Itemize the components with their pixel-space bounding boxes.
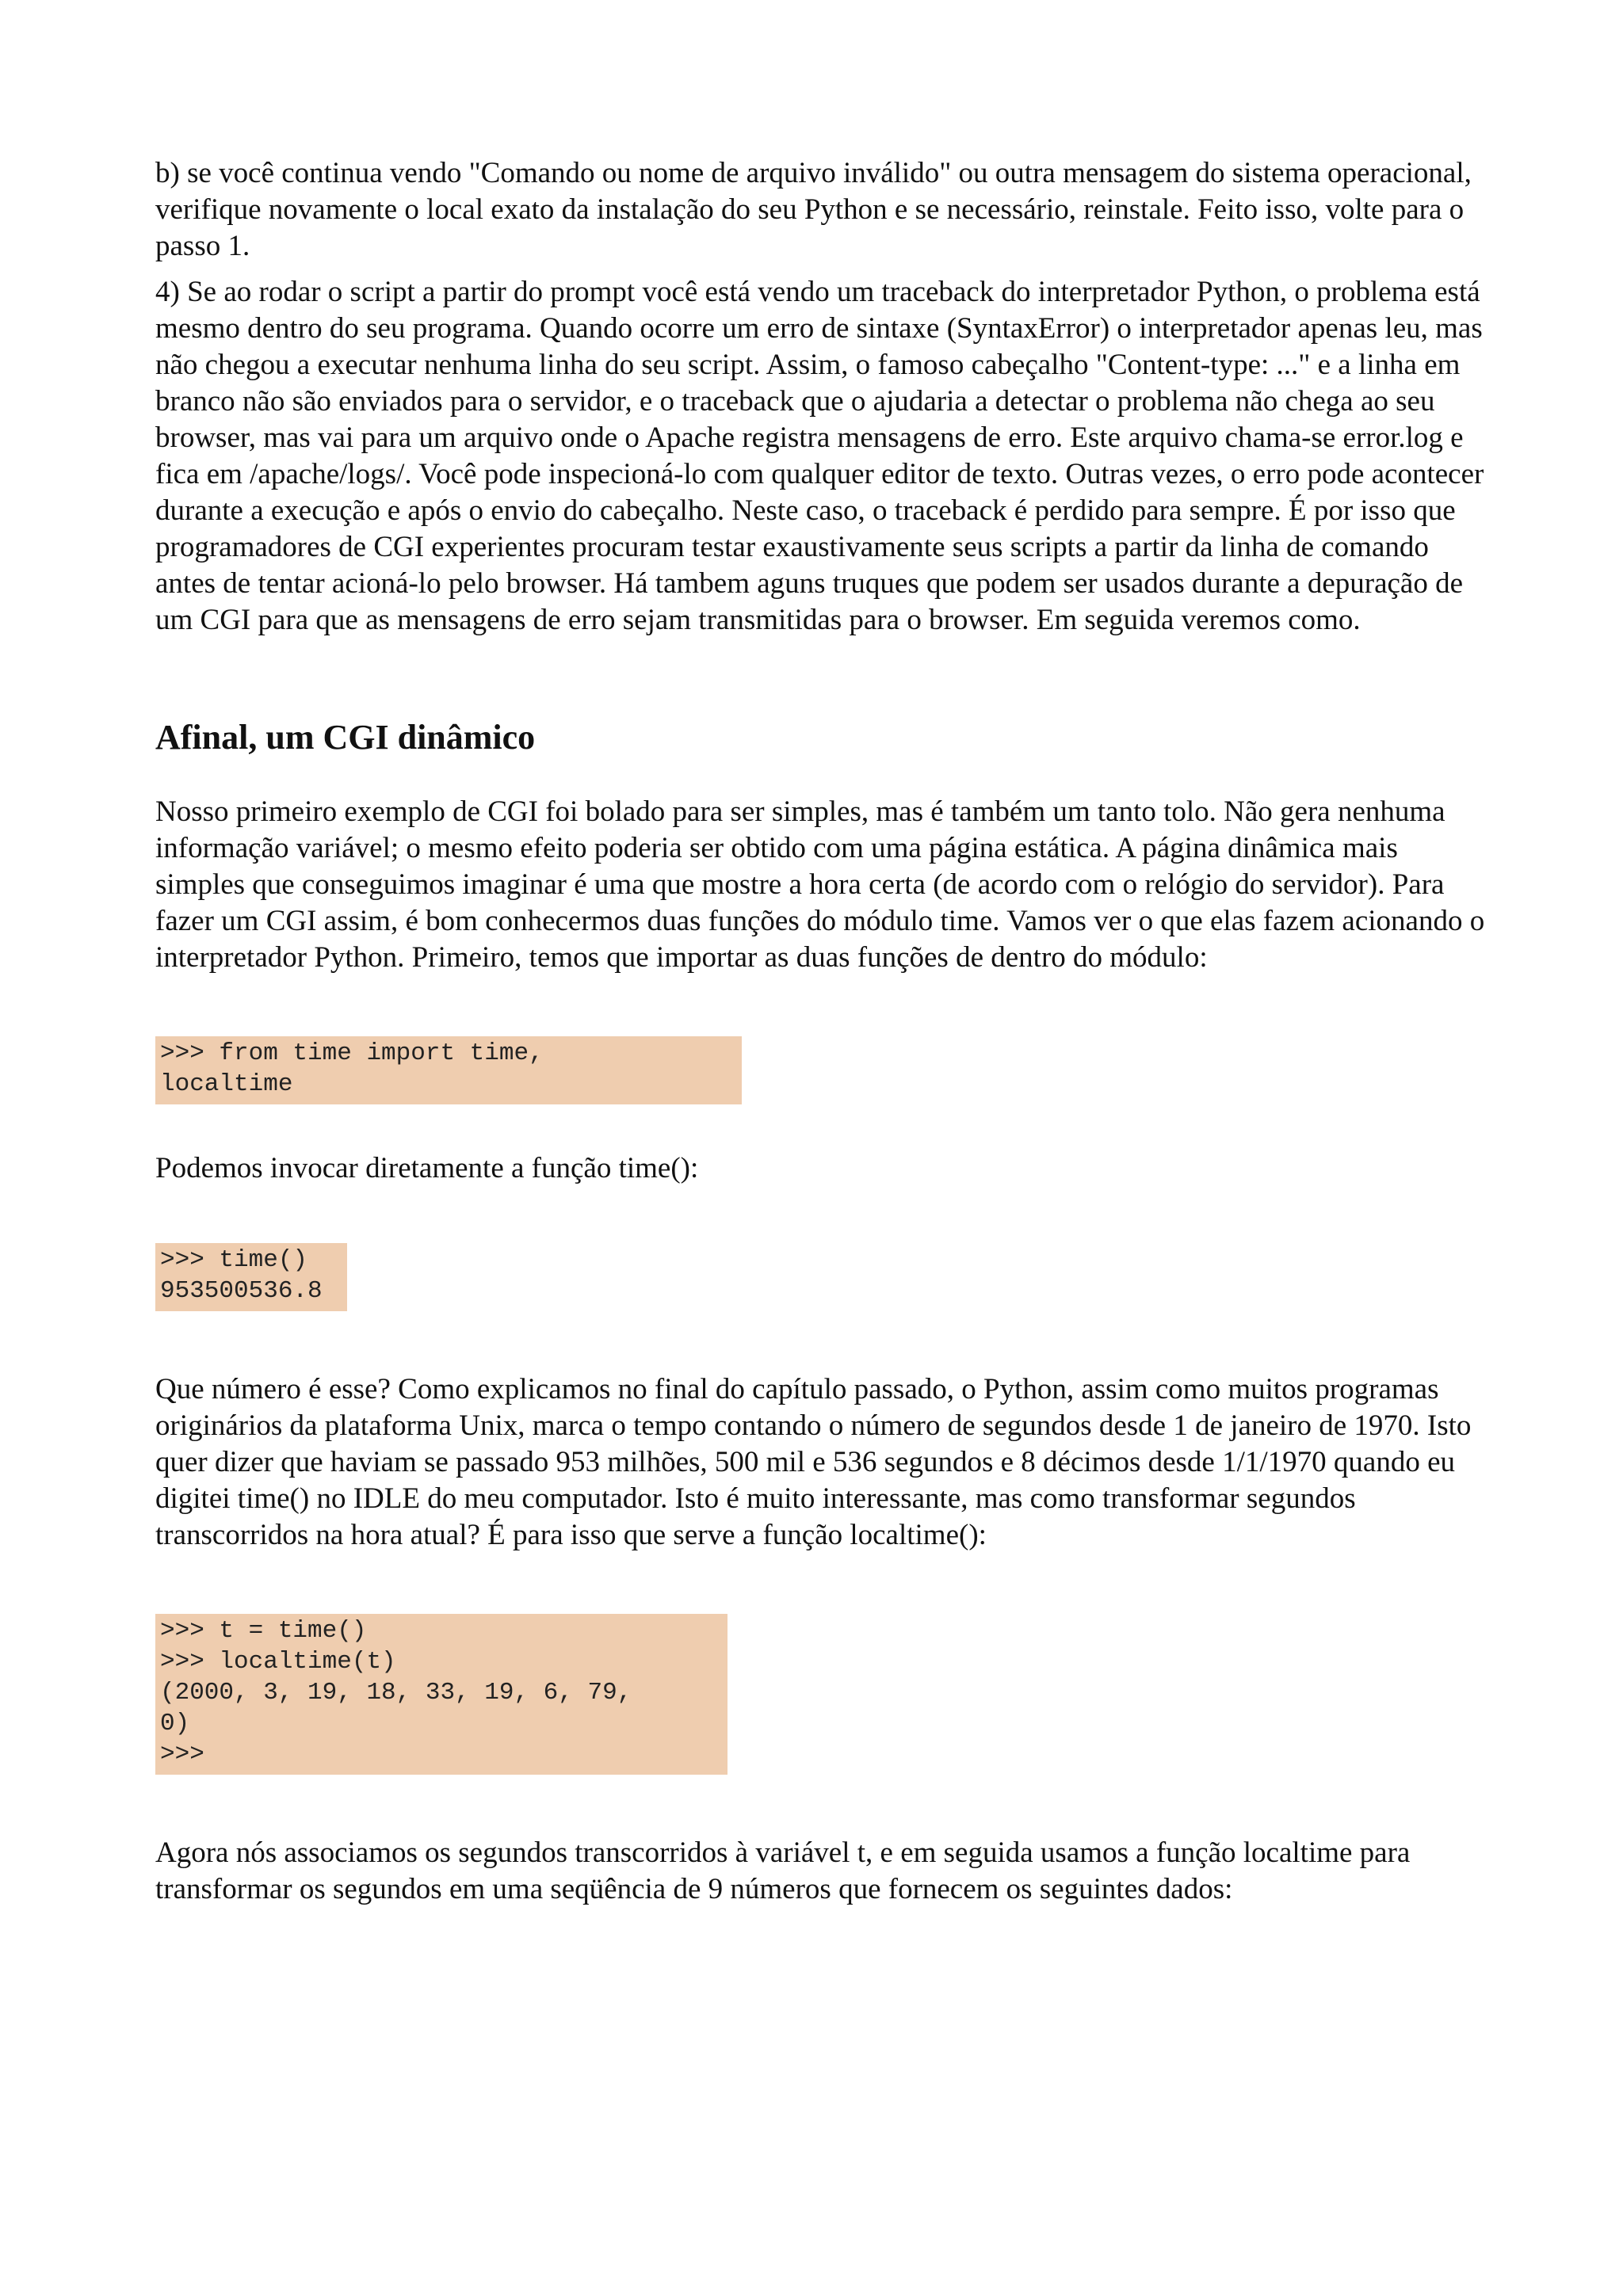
- paragraph-final: Agora nós associamos os segundos transcorridos à variável t, e em seguida usamos a função localtime para transformar os segundos em uma seqüência de 9 números que fornecem os seguintes dados:: [155, 1836, 1411, 1905]
- paragraph-intro: Nosso primeiro exemplo de CGI foi bolado para ser simples, mas é também um tanto tolo. Não gera nenhuma informação variável; o mesmo efeito poderia ser obtido com uma página estática. A página dinâmica mais simples que conseguimos imaginar é uma que mostre a hora certa (de acordo com o relógio do servidor). Para fazer um CGI assim, é bom conhecermos duas funções do módulo time. Vamos ver o que elas fazem acionando o interpretador Python. Primeiro, temos que importar as duas funções de dentro do módulo:: [155, 795, 1485, 974]
- paragraph-invoke: Podemos invocar diretamente a função time():: [155, 1152, 699, 1184]
- paragraph-step-b: b) se você continua vendo "Comando ou nome de arquivo inválido" ou outra mensagem do sistema operacional, verifique novamente o local exato da instalação do seu Python e se necessário, reinstale. Feito isso, volte para o passo 1.: [155, 157, 1472, 262]
- code-block-localtime: >>> t = time() >>> localtime(t) (2000, 3, 19, 18, 33, 19, 6, 79, 0) >>>: [155, 1614, 727, 1775]
- paragraph-number: Que número é esse? Como explicamos no final do capítulo passado, o Python, assim como muitos programas originários da plataforma Unix, marca o tempo contando o número de segundos desde 1 de janeiro de 1970. Isto quer dizer que haviam se passado 953 milhões, 500 mil e 536 segundos e 8 décimos desde 1/1/1970 quando eu digitei time() no IDLE do meu computador. Isto é muito interessante, mas como transformar segundos transcorridos na hora atual? É para isso que serve a função localtime():: [155, 1373, 1472, 1551]
- document-page: [155, 155, 1495, 1908]
- paragraph-step-4: 4) Se ao rodar o script a partir do prompt você está vendo um traceback do interpretador Python, o problema está mesmo dentro do seu programa. Quando ocorre um erro de sintaxe (SyntaxError) o interpretador apenas leu, mas não chegou a executar nenhuma linha do seu script. Assim, o famoso cabeçalho "Content-type: ..." e a linha em branco não são enviados para o servidor, e o traceback que o ajudaria a detectar o problema não chega ao seu browser, mas vai para um arquivo onde o Apache registra mensagens de erro. Este arquivo chama-se error.log e fica em /apache/logs/. Você pode inspecioná-lo com qualquer editor de texto. Outras vezes, o erro pode acontecer durante a execução e após o envio do cabeçalho. Neste caso, o traceback é perdido para sempre. É por isso que programadores de CGI experientes procuram testar exaustivamente seus scripts a partir da linha de comando antes de tentar acioná-lo pelo browser. Há tambem aguns truques que podem ser usados durante a depuração de um CGI para que as mensagens de erro sejam transmitidas para o browser. Em seguida veremos como.: [155, 276, 1484, 636]
- code-block-time: >>> time() 953500536.8: [155, 1243, 347, 1311]
- section-heading: Afinal, um CGI dinâmico: [155, 718, 536, 757]
- code-block-import: >>> from time import time, localtime: [155, 1036, 742, 1104]
